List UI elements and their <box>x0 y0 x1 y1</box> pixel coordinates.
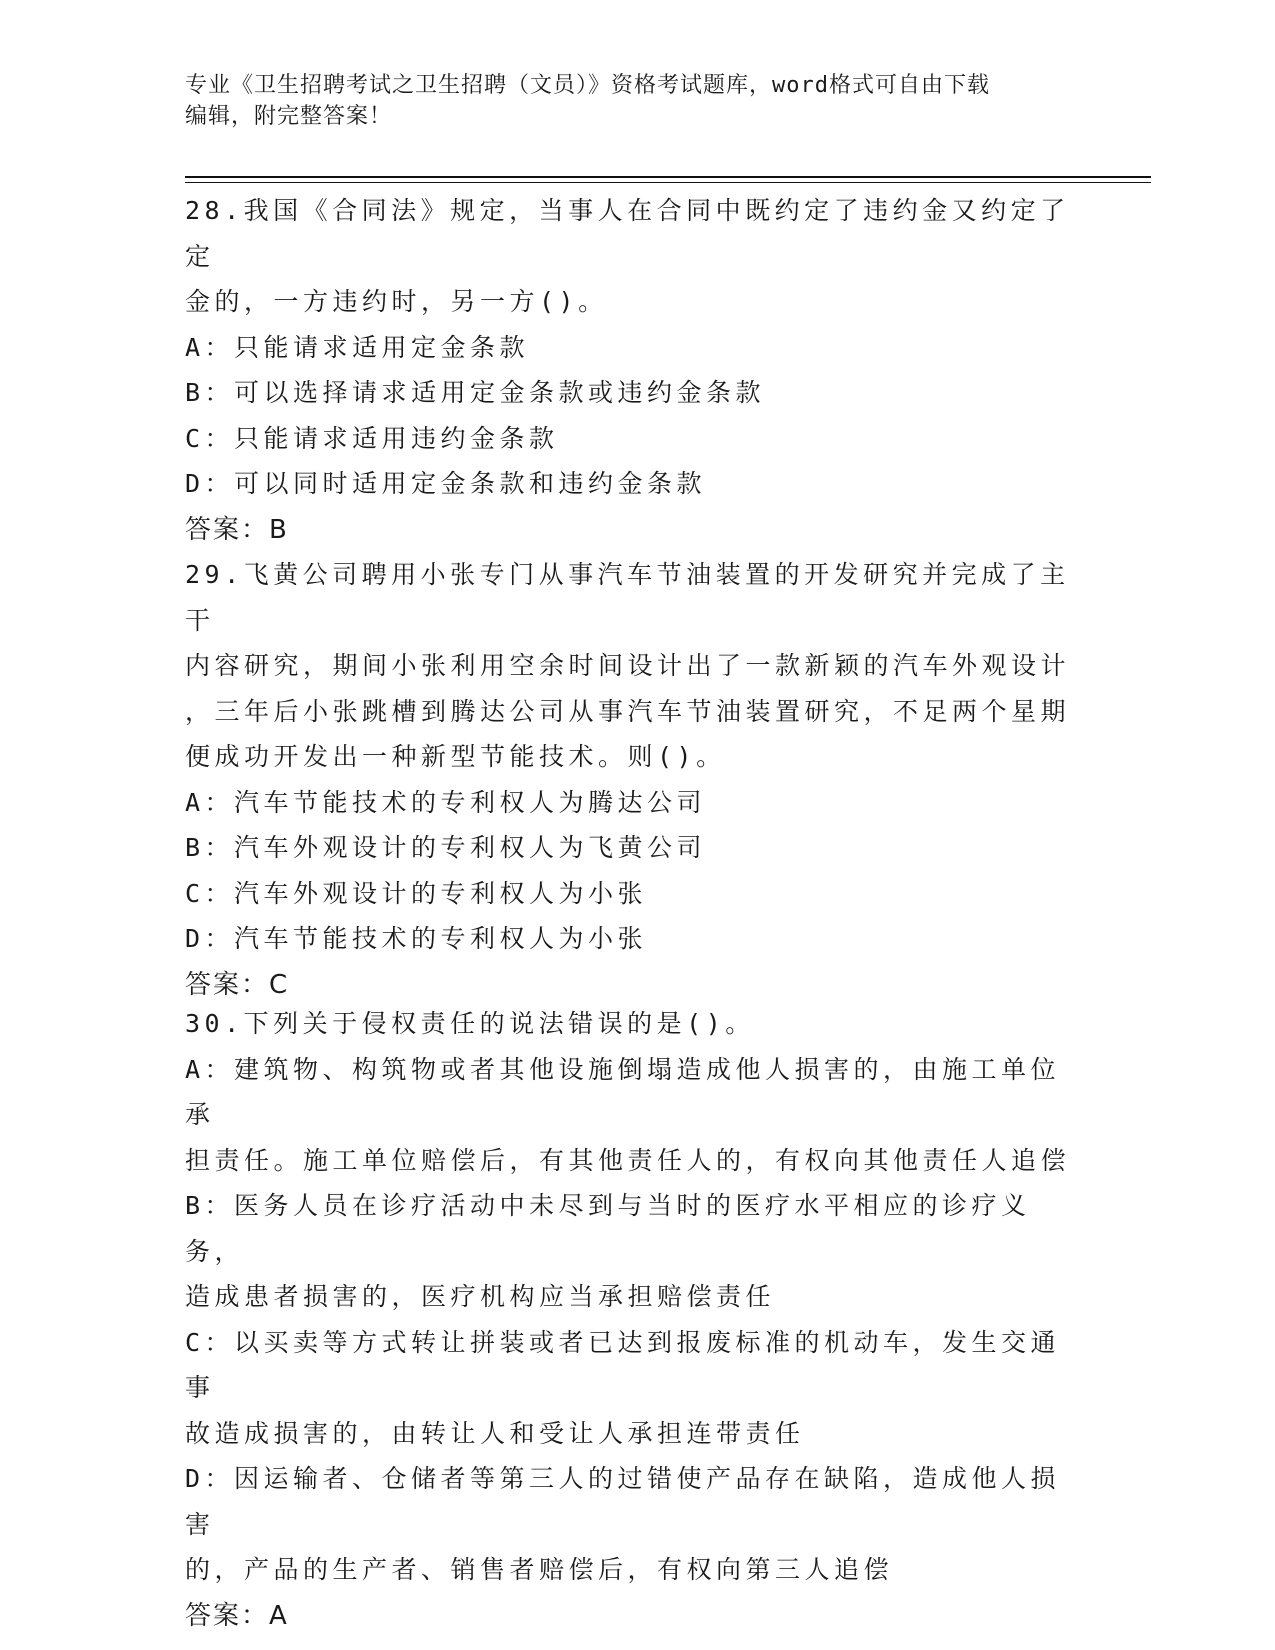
question-30 <box>185 1001 1085 1639</box>
option-c: C：以买卖等方式转让拼装或者已达到报废标准的机动车，发生交通事 故造成损害的，由转让人和受让人承担连带责任 <box>185 1327 1061 1448</box>
question-stem <box>185 1001 1085 1047</box>
option-a: A：汽车节能技术的专利权人为腾达公司 <box>185 787 707 817</box>
stem-line: 30.下列关于侵权责任的说法错误的是()。 <box>185 1009 755 1038</box>
question-29 <box>185 552 1085 1008</box>
answer: 答案：B <box>185 514 289 545</box>
question-stem <box>185 188 1085 325</box>
stem-line: ，三年后小张跳槽到腾达公司从事汽车节油装置研究，不足两个星期 <box>185 696 1071 726</box>
option-d: D：因运输者、仓储者等第三人的过错使产品存在缺陷，造成他人损害 的，产品的生产者、销售者赔偿后，有权向第三人追偿 <box>185 1464 1061 1584</box>
option-a: A：建筑物、构筑物或者其他设施倒塌造成他人损害的，由施工单位承 担责任。施工单位赔偿后，有其他责任人的，有权向其他责任人追偿 <box>185 1054 1071 1175</box>
option-c: C：只能请求适用违约金条款 <box>185 423 559 453</box>
question-stem <box>185 552 1085 780</box>
stem-line: 金的，一方违约时，另一方()。 <box>185 287 608 316</box>
document-header <box>185 70 1065 132</box>
option-b: B：汽车外观设计的专利权人为飞黄公司 <box>185 833 707 862</box>
option-d: D：汽车节能技术的专利权人为小张 <box>185 924 648 953</box>
option-a: A：只能请求适用定金条款 <box>185 332 530 362</box>
option-b: B：医务人员在诊疗活动中未尽到与当时的医疗水平相应的诊疗义务， 造成患者损害的，医疗机构应当承担赔偿责任 <box>185 1191 1031 1311</box>
answer: 答案：C <box>185 969 290 1000</box>
stem-line: 内容研究，期间小张利用空余时间设计出了一款新颖的汽车外观设计 <box>185 651 1071 680</box>
option-b: B：可以选择请求适用定金条款或违约金条款 <box>185 378 766 407</box>
question-28 <box>185 188 1085 553</box>
header-rule-thick <box>185 176 1151 178</box>
option-d: D：可以同时适用定金条款和违约金条款 <box>185 469 707 498</box>
stem-line: 29.飞黄公司聘用小张专门从事汽车节油装置的开发研究并完成了主干 <box>185 560 1070 635</box>
header-line-2: 编辑，附完整答案！ <box>185 104 393 129</box>
answer: 答案：A <box>185 1600 289 1631</box>
stem-line: 便成功开发出一种新型节能技术。则()。 <box>185 742 726 771</box>
header-rule-thin <box>185 182 1151 183</box>
stem-line: 28.我国《合同法》规定，当事人在合同中既约定了违约金又约定了定 <box>185 196 1070 271</box>
option-c: C：汽车外观设计的专利权人为小张 <box>185 878 648 908</box>
header-line-1: 专业《卫生招聘考试之卫生招聘（文员）》资格考试题库，word格式可自由下载 <box>185 73 990 98</box>
